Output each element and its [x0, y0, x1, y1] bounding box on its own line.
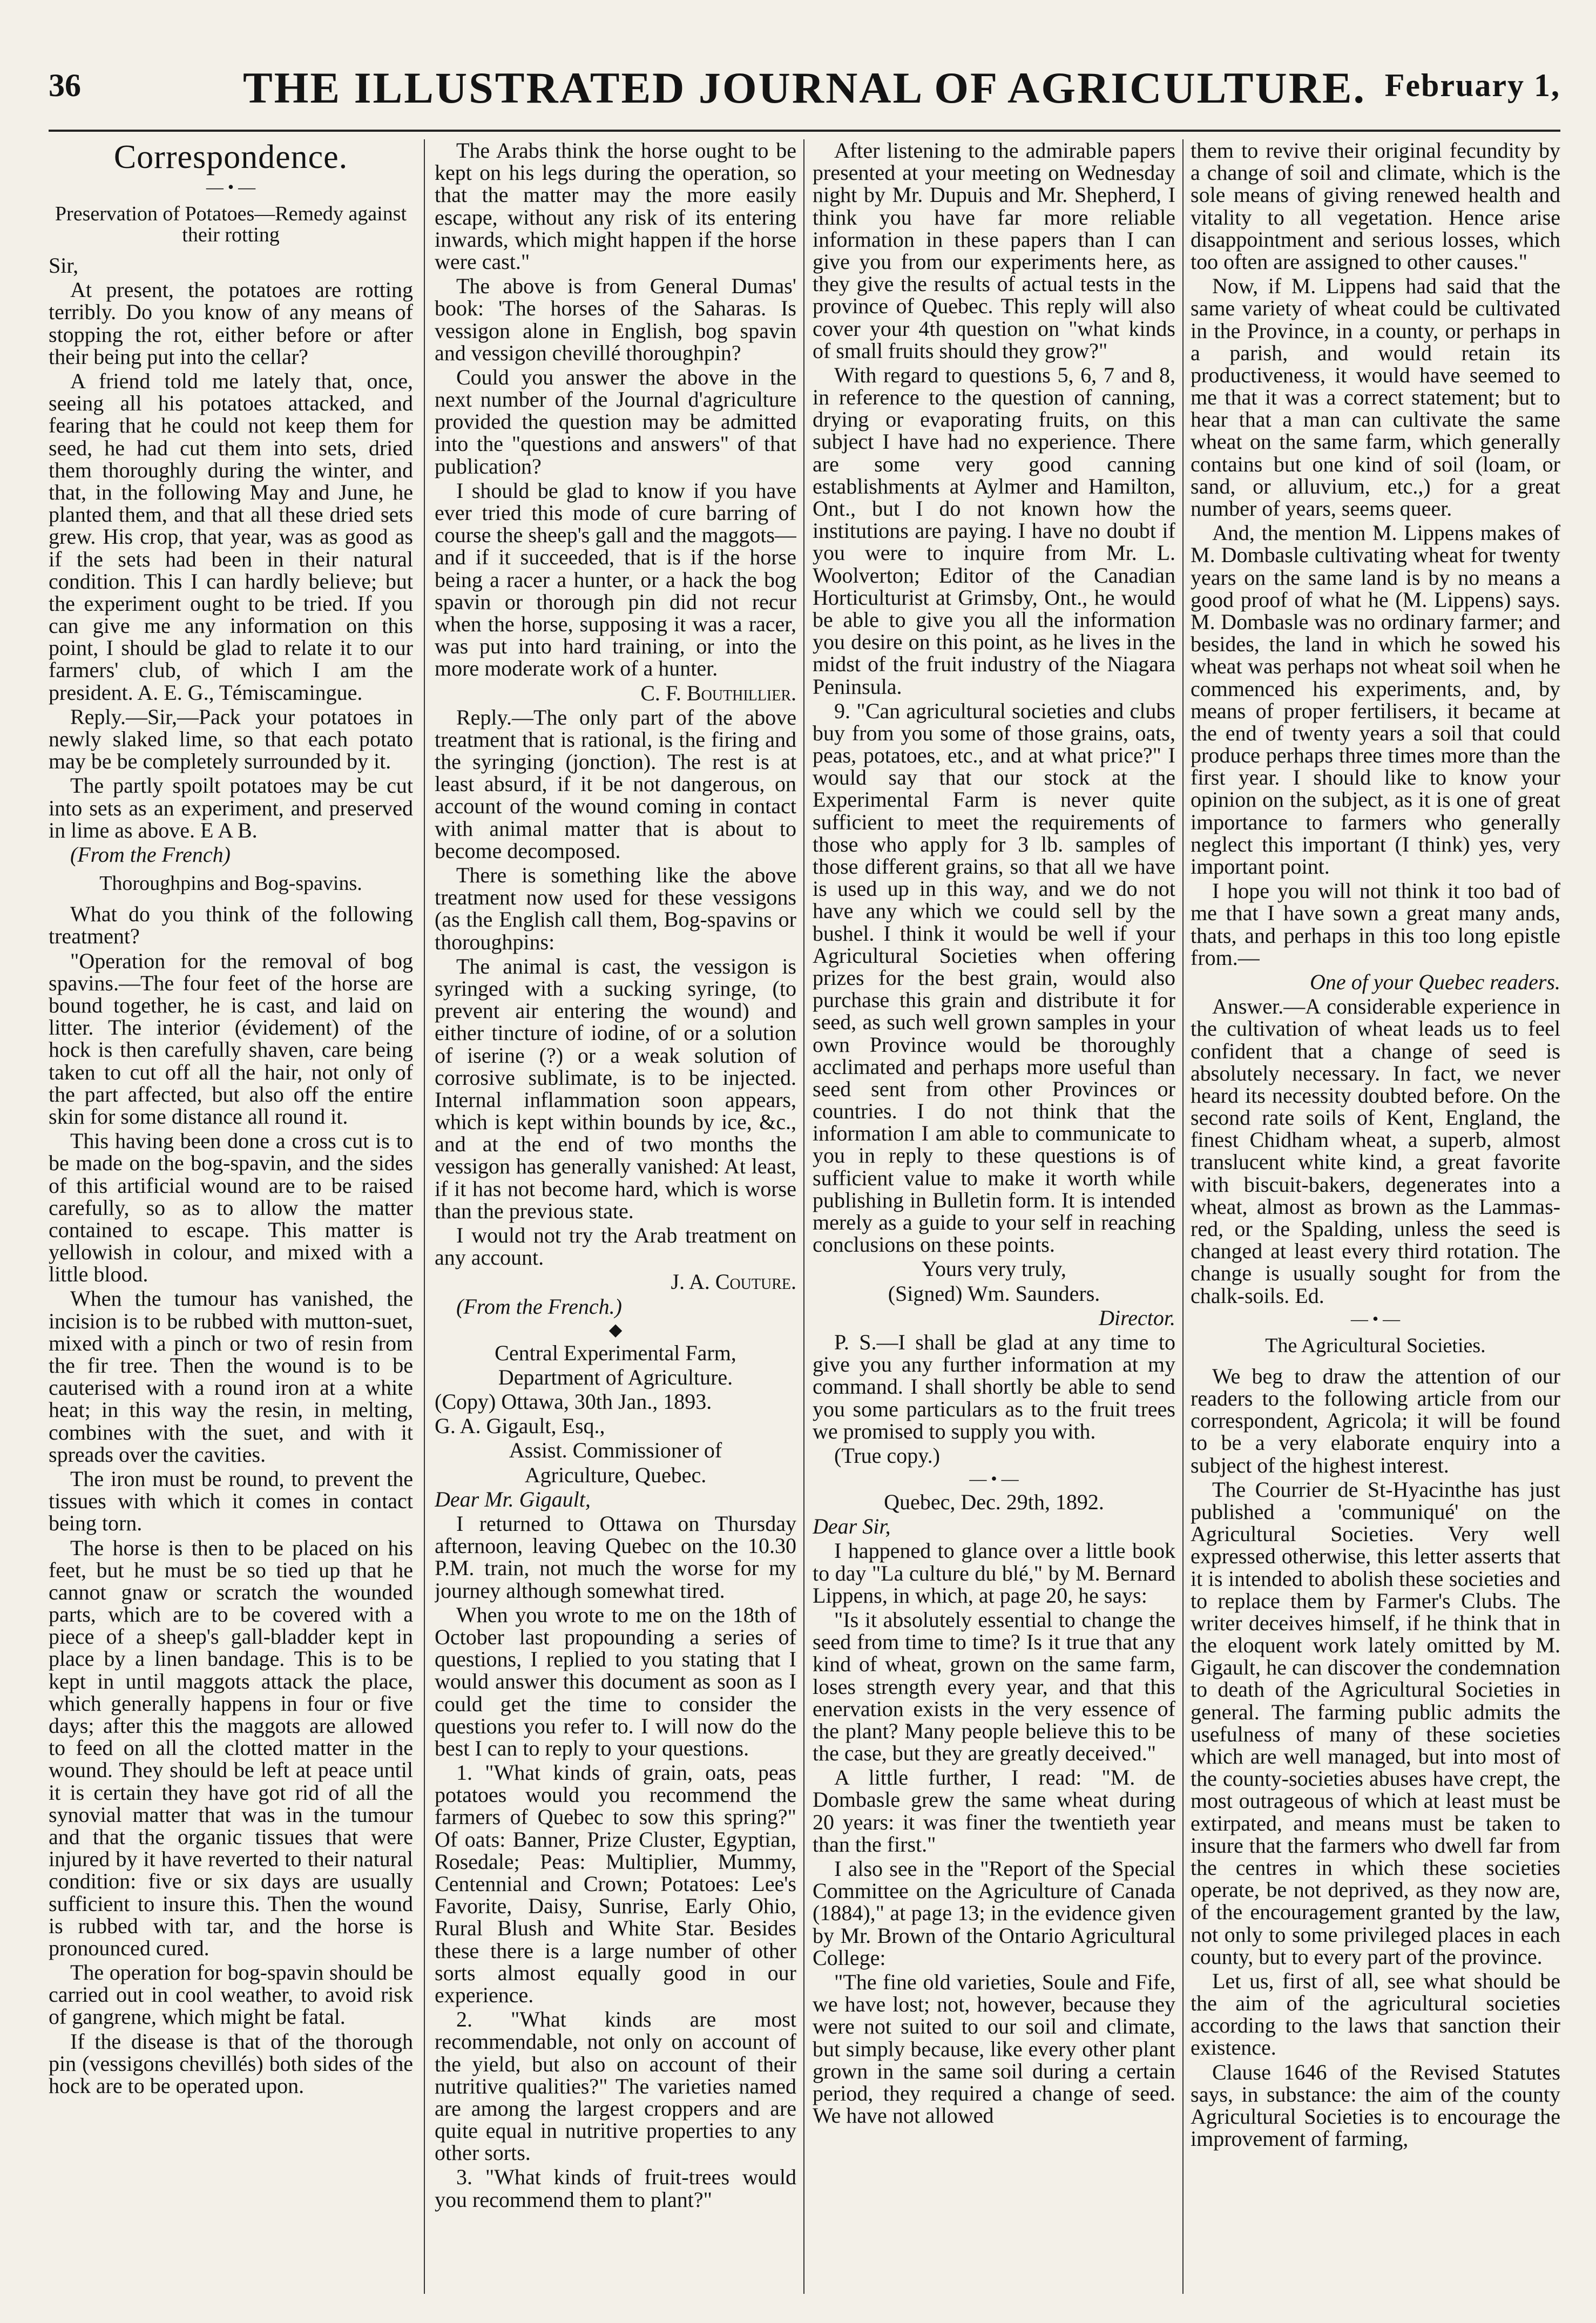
- signature: J. A. Couture.: [671, 1269, 796, 1294]
- reply-paragraph: Reply.—The only part of the above treatment that is rational, is the firing and the syringing (jonction). The rest is at least absurd, if it be not dangerous, on account of the wound coming in contact with animal matter that is about to become decomposed.: [435, 705, 796, 863]
- column-divider: [803, 139, 804, 2294]
- paragraph: I should be glad to know if you have ever tried this mode of cure barring of course the sheep's gall and the maggots—and if it succeeded, that is if the horse being a racer a hunter, or a hack the bog spavin or thorough pin did not recur when the horse, supposing it was a racer, was put into hard training, or into the more moderate work of a hunter.: [435, 478, 796, 681]
- letterhead-line: Central Experimental Farm,: [495, 1340, 736, 1365]
- paragraph: The Courrier de St-Hyacinthe has just published a 'communiqué' on the Agricultural Societies. Very well expressed otherwise, this letter asserts that it is intended to abolish these societies and to replace them by Farmer's Clubs. The writer deceives himself, if he think that in the eloquent work lately omitted by M. Gigault, he can discover the condemnation to death of the Agricultural Societies in general. The farming public admits the usefulness of many of these societies which are well managed, but into most of the county-societies abuses have crept, the most outrageous of which at least must be extirpated, and means must be taken to insure that the farmers who dwell far from the centres in which these societies operate, be not deprived, as they now are, of the encouragement granted by the law, not only to some privileged places in each county, but to every part of the province.: [1191, 1477, 1560, 1969]
- paragraph: When the tumour has vanished, the incision is to be rubbed with mutton-suet, mixed with a pinch or two of resin from the fir tree. Then the wound is to be cauterised with a round iron at a white heat; in this way the resin, in melting, combines with the suet, and with it spreads over the cavities.: [49, 1286, 413, 1467]
- signature: One of your Quebec readers.: [1310, 969, 1560, 994]
- paragraph: The above is from General Dumas' book: 'The horses of the Saharas. Is vessigon alone in English, bog spavin and vessigon chevillé thoroughpin?: [435, 274, 796, 365]
- article-heading: Preservation of Potatoes—Remedy against their rotting: [55, 202, 407, 246]
- paragraph: With regard to questions 5, 6, 7 and 8, in reference to the question of canning, drying or evaporating fruits, on this subject I have had no experience. There are some very good canning establishments at Aylmer and Hamilton, Ont., but I do not known how the institutions are paying. I have no doubt if you were to inquire from Mr. L. Woolverton; Editor of the Canadian Horticulturist at Grimsby, Ont., he would be able to give you all the information you desire on this point, as he lives in the midst of the fruit industry of the Niagara Peninsula.: [813, 362, 1175, 699]
- paragraph: After listening to the admirable papers presented at your meeting on Wednesday night by Mr. Dupuis and Mr. Shepherd, I think you have far more reliable information in these papers than I can give you from our experiments here, as they give the results of actual tests in the province of Quebec. This reply will also cover your 4th question on "what kinds of small fruits should they grow?": [813, 139, 1175, 363]
- article-heading: The Agricultural Societies.: [1265, 1334, 1486, 1357]
- paragraph: 9. "Can agricultural societies and clubs buy from you some of those grains, oats, peas, potatoes, etc., and at what price?" I would say that our stock at the Experimental Farm is never quite sufficient to meet the requirements of those who apply for 3 lb. samples of those different grains, so that all we have is used up in this way, and we do not have any which we could sell by the bushel. I think it would be well if your Agricultural Societies when offering prizes for the best grain, would also purchase this grain and distribute it for seed, as such well grown samples in your own Province would be thoroughly acclimated and perhaps more useful than seed sent from other Provinces or countries. I do not think that the information I am able to communicate to you in reply to these questions is of sufficient value to make it worth while publishing in Bulletin form. It is intended merely as a guide to your self in reaching conclusions on these points.: [813, 698, 1175, 1257]
- paragraph: This having been done a cross cut is to be made on the bog-spavin, and the sides of this artificial wound are to be raised carefully, so as to allow the matter contained to escape. This matter is yellowish in colour, and mixed with a little blood.: [49, 1129, 413, 1287]
- paragraph: The iron must be round, to prevent the tissues with which it comes in contact being torn.: [49, 1466, 413, 1536]
- reply-paragraph: Reply.—Sir,—Pack your potatoes in newly slaked lime, so that each potato may be be completely surrounded by it.: [49, 704, 413, 774]
- paragraph: At present, the potatoes are rotting terribly. Do you know of any means of stopping the rot, either before or after their being put into the cellar?: [49, 278, 413, 369]
- issue-date: February 1,: [1384, 67, 1560, 103]
- salutation: Dear Sir,: [813, 1514, 891, 1539]
- article-heading: Thoroughpins and Bog-spavins.: [99, 872, 362, 895]
- source-note: (From the French): [70, 842, 231, 867]
- paragraph: And, the mention M. Lippens makes of M. Dombasle cultivating wheat for twenty years on the same land is by no means a good proof of what he (M. Lippens) says. M. Dombasle was no ordinary farmer; and besides, the land in which he sowed his wheat was perhaps not wheat soil when he commenced his experiments, and, by means of proper fertilisers, it became at the end of twenty years a soil that could produce perhaps three times more than the first year. I should like to know your opinion on the subject, as it is one of great importance to farmers who generally neglect this important (I think) yes, very important point.: [1191, 521, 1560, 879]
- letterhead-line: Department of Agriculture.: [498, 1365, 733, 1389]
- dateline: (Copy) Ottawa, 30th Jan., 1893.: [435, 1389, 712, 1414]
- paragraph: The partly spoilt potatoes may be cut into sets as an experiment, and preserved in lime as above. E A B.: [49, 773, 413, 842]
- paragraph: I also see in the "Report of the Special Committee on the Agriculture of Canada (1884)," at page 13; in the evidence given by Mr. Brown of the Ontario Agricultural College:: [813, 1856, 1175, 1970]
- paragraph: I happened to glance over a little book to day "La culture du blé," by M. Bernard Lippens, in which, at page 20, he says:: [813, 1538, 1175, 1608]
- salutation: Sir,: [49, 253, 79, 278]
- page-header: [49, 63, 1560, 127]
- paragraph: The Arabs think the horse ought to be kept on his legs during the operation, so that the matter may the more easily escape, without any risk of its entering inwards, which might happen if the horse were cast.": [435, 139, 796, 274]
- paragraph: We beg to draw the attention of our readers to the following article from our correspondent, Agricola; it will be found to be a very elaborate enquiry into a subject of the highest interest.: [1191, 1363, 1560, 1477]
- paragraph: Let us, first of all, see what should be the aim of the agricultural societies according to the laws that sanction their existence.: [1191, 1968, 1560, 2060]
- signature: (Signed) Wm. Saunders.: [888, 1281, 1100, 1306]
- column-4: [1191, 139, 1560, 2294]
- paragraph: 1. "What kinds of grain, oats, peas potatoes would you recommend the farmers of Quebec to sow this spring?" Of oats: Banner, Prize Cluster, Egyptian, Rosedale; Peas: Multiplier, Mummy, Centennial and Crown; Potatoes: Lee's Favorite, Daisy, Sunrise, Early Ohio, Rural Blush and White Star. Besides these there is a large number of other sorts almost equally good in our experience.: [435, 1760, 796, 2007]
- paragraph: "Operation for the removal of bog spavins.—The four feet of the horse are bound together, he is cast, and laid on litter. The interior (évidement) of the hock is then carefully shaven, care being taken to cut off all the hair, not only of the part affected, but also off the entire skin for some distance all round it.: [49, 948, 413, 1129]
- column-2: [435, 139, 796, 2294]
- address-line: Assist. Commissioner of: [509, 1438, 722, 1463]
- column-divider: [1182, 139, 1184, 2294]
- signature: C. F. Bouthillier.: [640, 680, 796, 705]
- ornament-divider: — • —: [206, 177, 256, 197]
- paragraph: Clause 1646 of the Revised Statutes says, in substance: the aim of the county Agricultural Societies is to encourage the improvement of farming,: [1191, 2059, 1560, 2151]
- column-3: [813, 139, 1175, 2294]
- paragraph: What do you think of the following treatment?: [49, 902, 413, 949]
- paragraph: 2. "What kinds are most recommendable, not only on account of the yield, but also on account of their nutritive qualities?" The varieties named are among the largest croppers and are quite equal in nutritive properties to any other sorts.: [435, 2007, 796, 2165]
- section-title: Correspondence.: [113, 139, 348, 175]
- address-line: Agriculture, Quebec.: [524, 1462, 707, 1487]
- paragraph: I would not try the Arab treatment on any account.: [435, 1223, 796, 1270]
- answer-paragraph: Answer.—A considerable experience in the cultivation of wheat leads us to feel confident that a change of seed is absolutely necessary. In fact, we never heard its necessity doubted before. On the second rate soils of Kent, England, the finest Chidham wheat, a superb, almost translucent white kind, a great favorite with biscuit-bakers, degenerates into a wheat, almost as brown as the Lammas-red, or the Spalding, unless the seed is changed at least every third rotation. The change is usually sought for from the chalk-soils. Ed.: [1191, 994, 1560, 1308]
- salutation: Dear Mr. Gigault,: [435, 1487, 591, 1511]
- header-rule: [49, 130, 1560, 132]
- paragraph: I hope you will not think it too bad of me that I have sown a great many ands, thats, and perhaps in this too long epistle from.—: [1191, 879, 1560, 970]
- page-number: 36: [49, 67, 81, 103]
- paragraph: A friend told me lately that, once, seeing all his potatoes attacked, and fearing that he could not keep them for seed, he had cut them into sets, dried them thoroughly during the winter, and that, in the following May and June, he planted them, and that all these dried sets grew. His crop, that year, was as good as if the sets had been in their natural condition. This I can hardly believe; but the experiment ought to be tried. If you can give me any information on this point, I should be glad to relate it to our farmers' club, of which I am the president. A. E. G., Témiscamingue.: [49, 369, 413, 705]
- paragraph: 3. "What kinds of fruit-trees would you recommend them to plant?": [435, 2165, 796, 2212]
- paragraph: I returned to Ottawa on Thursday afternoon, leaving Quebec on the 10.30 P.M. train, not much the worse for my journey although somewhat tired.: [435, 1511, 796, 1603]
- signature-title: Director.: [1099, 1305, 1175, 1330]
- column-divider: [424, 139, 425, 2294]
- paragraph: "Is it absolutely essential to change the seed from time to time? Is it true that any kind of wheat, grown on the same farm, loses strength every year, and that this enervation exists in the very essence of the plant? Many people believe this to be the case, but they are greatly deceived.": [813, 1607, 1175, 1766]
- paragraph: "The fine old varieties, Soule and Fife, we have lost; not, however, because they were not suited to our soil and climate, but simply because, like every other plant grown in the same soil during a certain period, they required a change of seed. We have not allowed: [813, 1969, 1175, 2128]
- paragraph: The horse is then to be placed on his feet, but he must be so tied up that he cannot gnaw or scratch the wounded parts, which are to be covered with a piece of a sheep's gall-bladder kept in place by a linen bandage. This is to be kept in until maggots attack the place, which generally happens in four or five days; after this the maggots are allowed to feed on all the clotted matter in the wound. They should be left at peace until it is certain they have got rid of all the synovial matter that was in the tumour and that the organic tissues that were injured by it have reverted to their natural condition: five or six days are usually sufficient to insure this. Then the wound is rubbed with tar, and the horse is pronounced cured.: [49, 1535, 413, 1960]
- paragraph: them to revive their original fecundity by a change of soil and climate, which is the sole means of giving renewed health and vitality to all vegetation. Hence arise disappointment and serious losses, which too often are assigned to other causes.": [1191, 139, 1560, 274]
- ornament-divider: — • —: [969, 1469, 1019, 1489]
- paragraph: Now, if M. Lippens had said that the same variety of wheat could be cultivated in the Province, in a county, or perhaps in a parish, and would retain its productiveness, it would have seemed to me that it was a correct statement; but to hear that a man can cultivate the same wheat on the same farm, which generally contains but one kind of soil (loam, or sand, or alluvium, etc.,) for a great number of years, seems queer.: [1191, 274, 1560, 521]
- closing: Yours very truly,: [922, 1257, 1066, 1281]
- ornament-divider: ◆: [608, 1319, 623, 1339]
- ornament-divider: — • —: [1350, 1308, 1401, 1328]
- paragraph: The operation for bog-spavin should be carried out in cool weather, to avoid risk of gangrene, which might be fatal.: [49, 1960, 413, 2029]
- column-1: [49, 139, 413, 2294]
- paragraph: There is something like the above treatment now used for these vessigons (as the English call them, Bog-spavins or thoroughpins:: [435, 863, 796, 954]
- address-line: G. A. Gigault, Esq.,: [435, 1414, 605, 1439]
- dateline: Quebec, Dec. 29th, 1892.: [884, 1490, 1104, 1515]
- postscript: P. S.—I shall be glad at any time to give you any further information at my command. I shall shortly be able to send you some particulars as to the fruit trees we promised to supply you with.: [813, 1329, 1175, 1443]
- paragraph: If the disease is that of the thorough pin (vessigons chevillés) both sides of the hock are to be operated upon.: [49, 2029, 413, 2098]
- paragraph: The animal is cast, the vessigon is syringed with a sucking syringe, (to prevent air entering the wound) and either tincture of iodine, of or a solution of iserine (?) or a weak solution of corrosive sublimate, is to be injected. Internal inflammation soon appears, which is kept within bounds by ice, &c., and at the end of two months the vessigon has generally vanished: At least, if it has not become hard, which is worse than the previous state.: [435, 954, 796, 1223]
- paragraph: A little further, I read: "M. de Dombasle grew the same wheat during 20 years: it was finer the twentieth year than the first.": [813, 1765, 1175, 1856]
- true-copy-note: (True copy.): [834, 1443, 940, 1468]
- paragraph: Could you answer the above in the next number of the Journal d'agriculture provided the question may be admitted into the "questions and answers" of that publication?: [435, 364, 796, 478]
- paragraph: When you wrote to me on the 18th of October last propounding a series of questions, I replied to you stating that I would answer this document as soon as I could get the time to consider the questions you refer to. I will now do the best I can to reply to your questions.: [435, 1602, 796, 1760]
- masthead-title: THE ILLUSTRATED JOURNAL OF AGRICULTURE.: [242, 63, 1367, 112]
- source-note: (From the French.): [456, 1294, 622, 1319]
